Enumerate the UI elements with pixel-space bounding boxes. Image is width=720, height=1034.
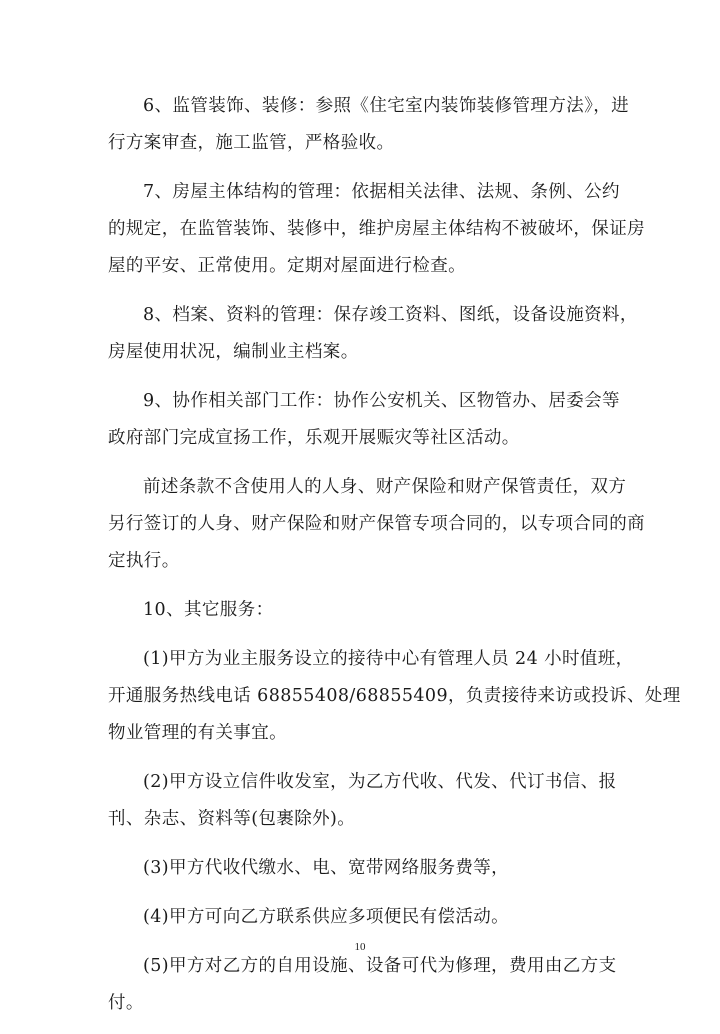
text-line: (5)甲方对乙方的自用设施、设备可代为修理，费用由乙方支: [143, 956, 617, 976]
text-line: 10、其它服务：: [143, 600, 274, 620]
paragraph-subitem-1: [108, 641, 681, 752]
text-line: 前述条款不含使用人的人身、财产保险和财产保管责任，双方: [143, 477, 627, 497]
document-body: [108, 88, 681, 1034]
paragraph-item-6: [108, 88, 630, 162]
paragraph-disclaimer: [108, 469, 645, 580]
text-line: 7、房屋主体结构的管理：依据相关法律、法规、条例、公约: [143, 182, 620, 202]
text-line: 付。: [108, 993, 144, 1013]
text-line: 刊、杂志、资料等(包裹除外)。: [108, 809, 356, 829]
text-line: 物业管理的有关事宜。: [108, 723, 287, 743]
text-line: 8、档案、资料的管理：保存竣工资料、图纸，设备设施资料，: [143, 305, 638, 325]
paragraph-subitem-2: [108, 764, 617, 838]
text-line: 的规定，在监管装饰、装修中，维护房屋主体结构不被破坏，保证房: [108, 219, 645, 239]
text-line: (3)甲方代收代缴水、电、宽带网络服务费等，: [143, 858, 510, 878]
text-line: 屋的平安、正常使用。定期对屋面进行检查。: [108, 256, 466, 276]
text-line: (4)甲方可向乙方联系供应多项便民有偿活动。: [143, 907, 510, 927]
text-line: 开通服务热线电话 68855408/68855409，负责接待来访或投诉、处理: [108, 686, 681, 706]
paragraph-item-7: [108, 174, 645, 285]
text-line: 另行签订的人身、财产保险和财产保管专项合同的，以专项合同的商: [108, 514, 645, 534]
text-line: 6、监管装饰、装修：参照《住宅室内装饰装修管理方法》，进: [143, 96, 630, 116]
text-line: 政府部门完成宣扬工作，乐观开展赈灾等社区活动。: [108, 428, 520, 448]
text-line: (1)甲方为业主服务设立的接待中心有管理人员 24 小时值班，: [143, 649, 634, 669]
paragraph-subitem-3: [108, 850, 613, 887]
paragraph-subitem-5: [108, 948, 617, 1022]
text-line: 行方案审查，施工监管，严格验收。: [108, 133, 395, 153]
paragraph-item-9: [108, 383, 620, 457]
text-line: 9、协作相关部门工作：协作公安机关、区物管办、居委会等: [143, 391, 620, 411]
page-number: 10: [354, 941, 366, 953]
text-line: 定执行。: [108, 551, 180, 571]
text-line: 房屋使用状况，编制业主档案。: [108, 342, 359, 362]
paragraph-item-10-heading: [108, 592, 613, 629]
text-line: (2)甲方设立信件收发室，为乙方代收、代发、代订书信、报: [143, 772, 617, 792]
paragraph-subitem-4: [108, 899, 613, 936]
paragraph-item-8: [108, 297, 638, 371]
